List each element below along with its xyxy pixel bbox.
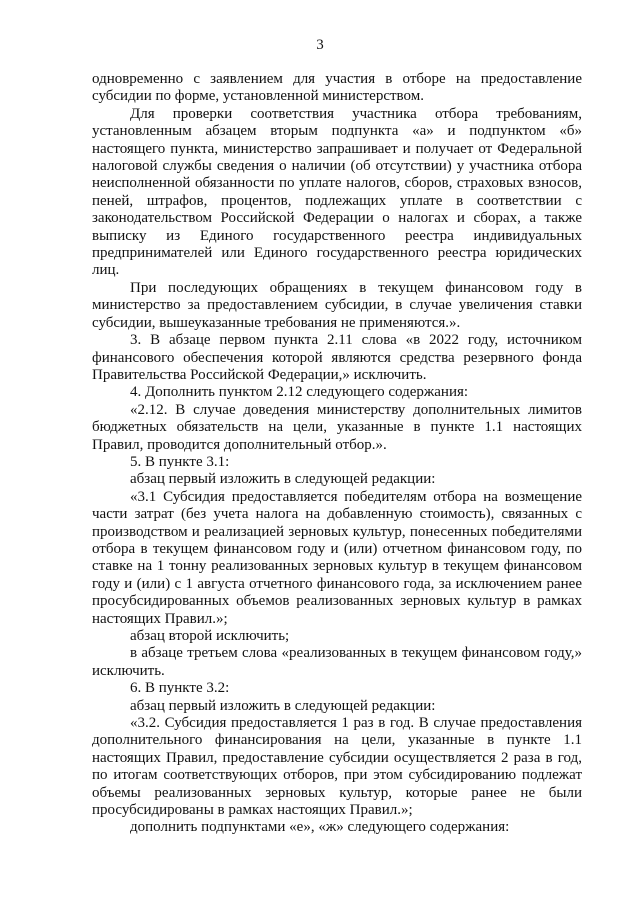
paragraph-8: абзац первый изложить в следующей редакции:: [130, 471, 436, 488]
paragraph-6: «2.12. В случае доведения министерству дополнительных лимитов бюджетных обязательств на цели, указанные в пункте 1.1 настоящих Правил, проводится дополнительный отбор.».: [92, 401, 582, 453]
paragraph-13: абзац первый изложить в следующей редакции:: [130, 697, 436, 714]
paragraph-1: одновременно с заявлением для участия в отборе на предоставление субсидии по форме, установленной министерством.: [92, 71, 582, 105]
page-number: 3: [316, 37, 324, 53]
paragraph-7: 5. В пункте 3.1:: [130, 453, 230, 470]
document-body: [92, 71, 582, 837]
paragraph-4: 3. В абзаце первом пункта 2.11 слова «в 2022 году, источником финансового обеспечения которой являются средства резервного фонда Правительства Российской Федерации,» исключить.: [92, 332, 582, 383]
paragraph-3: При последующих обращениях в текущем финансовом году в министерство за предоставлением субсидии, в случае увеличения ставки субсидии, вышеуказанные требования не применяются.».: [92, 279, 582, 331]
paragraph-9: «3.1 Субсидия предоставляется победителям отбора на возмещение части затрат (без учета налога на добавленную стоимость), связанных с производством и реализацией зерновых культур, понесенных победителями отбора в текущем финансовом году и (или) отчетном финансовом году, по ставке на 1 тонну реализованных зерновых культур в текущем финансовом году и (или) с 1 августа отчетного финансового года, за исключением ранее просубсидированных объемов реализованных зерновых культур в рамках настоящих Правил.»;: [92, 488, 582, 627]
paragraph-15: дополнить подпунктами «е», «ж» следующего содержания:: [130, 819, 510, 836]
paragraph-12: 6. В пункте 3.2:: [130, 680, 230, 697]
paragraph-10: абзац второй исключить;: [130, 628, 290, 644]
paragraph-5: 4. Дополнить пунктом 2.12 следующего содержания:: [130, 384, 469, 401]
paragraph-2: Для проверки соответствия участника отбора требованиям, установленным абзацем вторым подпункта «а» и подпунктом «б» настоящего пункта, министерство запрашивает и получает от Федеральной налоговой службы сведения о наличии (об отсутствии) у участника отбора неисполненной обязанности по уплате налогов, сборов, страховых взносов, пеней, штрафов, процентов, подлежащих уплате в соответствии с законодательством Российской Федерации о налогах и сборах, а также выписку из Единого государственного реестра индивидуальных предпринимателей или Единого государственного реестра юридических лиц.: [92, 105, 582, 279]
paragraph-11: в абзаце третьем слова «реализованных в текущем финансовом году,» исключить.: [92, 645, 582, 679]
paragraph-14: «3.2. Субсидия предоставляется 1 раз в год. В случае предоставления дополнительного финансирования на цели, указанные в пункте 1.1 настоящих Правил, предоставление субсидии осуществляется 2 раза в год, по итогам соответствующих отборов, при этом субсидированию подлежат объемы реализованных зерновых культур, которые ранее не были просубсидированы в рамках настоящих Правил.»;: [92, 715, 582, 819]
